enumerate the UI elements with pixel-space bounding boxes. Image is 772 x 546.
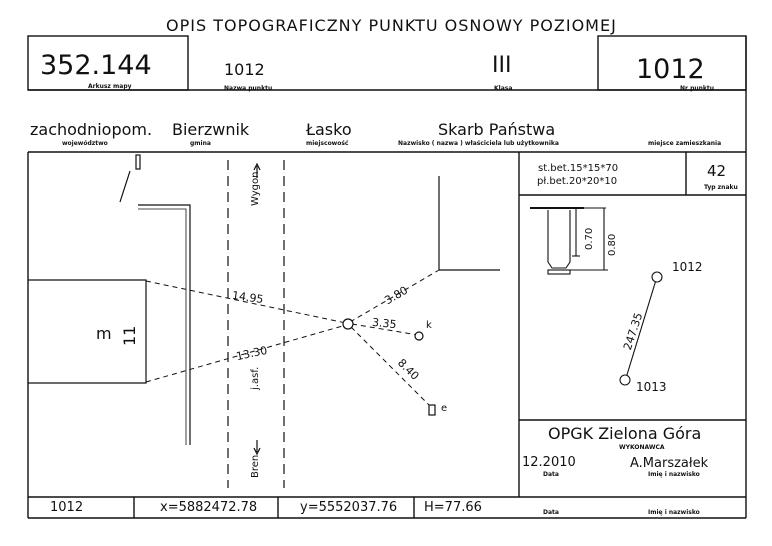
class-value: III [492,53,512,78]
voivodeship-label: województwo [62,140,108,147]
point-a-label: 1012 [672,260,703,274]
executor-date-label: Data [543,471,559,478]
owner-label: Nazwisko ( nazwa ) właściciela lub użytkownika [398,140,559,147]
coord-x: x=5882472.78 [160,500,258,515]
sign-type: 42 [707,162,727,180]
commune-label: gmina [190,140,211,147]
sheet-label: Arkusz mapy [88,83,132,90]
bottom-date-label: Data [543,509,559,516]
building-number: 11 [120,325,139,346]
sheet-number: 352.144 [40,50,152,81]
distance-ab: 247.35 [621,311,646,352]
voivodeship: zachodniopom. [30,120,153,139]
point-name-label: Nazwa punktu [224,85,273,92]
point-k-mark [415,332,423,340]
coord-point: 1012 [50,500,84,515]
locality: Łasko [306,120,352,139]
owner: Skarb Państwa [438,120,556,139]
road-surface: j.asf. [250,366,261,390]
executor-person-label: Imię i nazwisko [648,471,700,478]
distance-building-top: 14.95 [231,288,265,307]
point-name: 1012 [224,60,265,79]
executor-person: A.Marszałek [630,456,709,471]
north-marker [136,155,140,169]
executor-date: 12.2010 [522,455,576,470]
distance-building-bottom: 13.30 [234,343,269,364]
point-b-label: 1013 [636,380,667,394]
distance-fence: 3.80 [382,283,411,308]
label-e: e [441,403,448,414]
form-title: OPIS TOPOGRAFICZNY PUNKTU OSNOWY POZIOMEJ [166,16,617,35]
road-name-bottom: Bren [250,454,261,478]
executor-label: WYKONAWCA [619,444,665,451]
residence-label: miejsce zamieszkania [648,140,722,147]
depth-080: 0.80 [607,233,618,256]
executor-company: OPGK Zielona Góra [548,424,702,443]
label-k: k [426,320,432,331]
bottom-person-label: Imię i nazwisko [648,509,700,516]
sign-spec-line2: pł.bet.20*20*10 [537,176,618,187]
point-number-label: Nr punktu [680,85,715,92]
depth-070: 0.70 [584,227,595,250]
control-point-mark [343,319,353,329]
point-number: 1012 [636,54,705,85]
sign-section [530,208,662,385]
road-name-top: Wygon [250,171,261,206]
distance-e: 8.40 [394,356,422,383]
class-label: Klasa [494,85,513,92]
commune: Bierzwnik [172,120,250,139]
sign-type-label: Typ znaku [704,184,738,191]
distance-k: 3.35 [371,315,398,332]
coord-y: y=5552037.76 [300,500,398,515]
sign-spec-line1: st.bet.15*15*70 [538,163,619,174]
building-letter: m [96,324,112,343]
coord-h: H=77.66 [424,500,482,515]
point-e-mark [429,405,435,415]
locality-label: miejscowość [306,140,349,147]
